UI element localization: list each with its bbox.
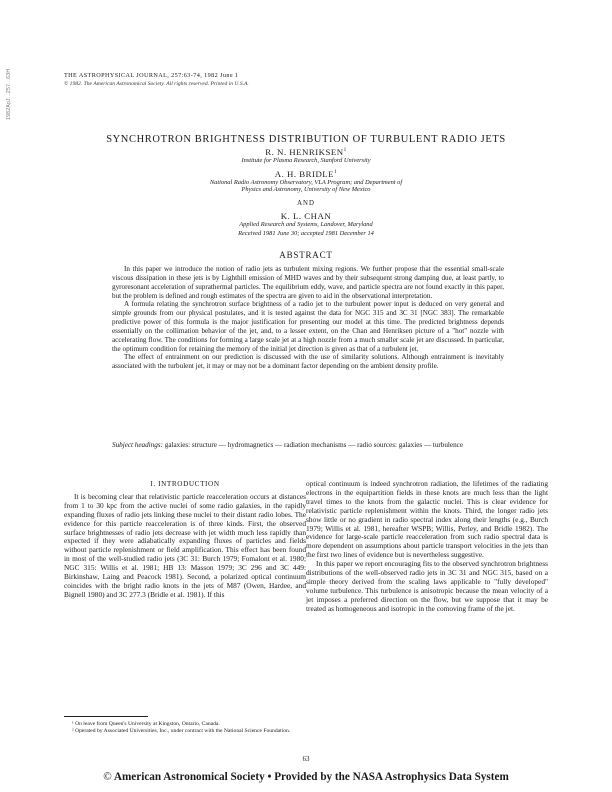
author-name-2: A. H. BRIDLE$^1$ [274,169,338,179]
paper-title: SYNCHROTRON BRIGHTNESS DISTRIBUTION OF TURBULENT RADIO JETS [106,134,506,145]
footnote-1: ¹ On leave from Queen's University at Kingston, Ontario, Canada. [72,721,220,727]
bibcode-stamp: 1982ApJ...257...63H [6,68,12,120]
journal-line: THE ASTROPHYSICAL JOURNAL, 257:63-74, 1982 June 1 [64,72,239,79]
body-paragraph: In this paper we report encouraging fits to the observed synchrotron brightness distributions of the well-observed radio jets in 3C 31 and NGC 315, based on a simple theory derived from the scaling laws applicable to "fully developed" volume turbulence. This turbulence is anisotropic because the mean velocity of a jet imposes a preferred direction on the flow, but we suppose that it may be treated as homogeneous and isotropic in the comoving frame of the jet. [306,559,548,613]
body-paragraph: It is becoming clear that relativistic particle reacceleration occurs at distances from 1 to 30 kpc from the active nuclei of some radio galaxies, in the rapidly expanding fluxes of radio jets linking these nuclei to their distant radio lobes. The evidence for this particle reacceleration is of three kinds. First, the observed surface brightnesses of radio jets decrease with jet width much less rapidly than expected if they were adiabatically expanding fluxes of particles and fields without particle replenishment or field amplification. This effect has been found in most of the well-studied radio jets (3C 31: Burch 1979; Fomalont et al. 1980; NGC 315: Willis et al. 1981; HB 13: Masson 1979; 3C 296 and 3C 449: Birkinshaw, Laing and Peacock 1981). Second, a polarized optical continuum coincides with the bright radio knots in the jets of M87 (Owen, Hardee, and Bignell 1980) and 3C 277.3 (Bridle et al. 1981). If this [64,491,306,599]
received-dates: Received 1981 June 30; accepted 1981 December 14 [238,230,374,237]
author-affiliation-1: Institute for Plasma Research, Stanford University [241,157,371,164]
footnote-rule [64,716,148,717]
footnote-2: ² Operated by Associated Universities, Inc., under contract with the National Science Foundation. [72,727,291,734]
copyright-symbol: © [103,771,112,783]
left-column [64,480,306,600]
ads-banner [0,771,612,783]
abstract-paragraph: In this paper we introduce the notion of radio jets as turbulent mixing regions. We further propose that the essential small-scale viscous dissipation in these jets is by Lighthill emission of MHD waves and by their subsequent strong damping due, at least partly, to gyroresonant acceleration of suprathermal particles. The equilibrium eddy, wave, and particle spectra are not found exactly in this paper, but the problem is defined and rough estimates of the spectra are given to aid in the observational interpretation. [112,265,504,300]
and-separator: AND [297,200,315,207]
body-paragraph: optical continuum is indeed synchrotron radiation, the lifetimes of the radiating electrons in the equipartition fields in these knots are much less than the light travel times to the knots from the galactic nuclei. This is clear evidence for relativistic particle replenishment within the knots. Third, the longer radio jets show little or no gradient in radio spectral index along their lengths (e.g., Burch 1979; Willis et al. 1981, hereafter WSPB; Willis, Perley, and Bridle 1982). The evidence for large-scale particle reacceleration from such radio spectral data is more dependent on assumptions about particle transport velocities in the jets than the first two lines of evidence but is nevertheless suggestive. [306,479,548,560]
author-name-1: R. N. HENRIKSEN$^1$ [265,147,347,157]
page-number: 63 [302,755,310,763]
right-column [306,480,548,614]
author-name-3: K. L. CHAN [280,211,332,221]
subject-headings-text: galaxies: structure — hydromagnetics — radiation mechanisms — radio sources: galaxies — turbulence [164,441,463,449]
subject-headings-label: Subject headings: [112,441,163,449]
banner-ads-link[interactable]: Provided by the NASA Astrophysics Data System [274,771,509,783]
subject-headings [112,441,504,450]
abstract-body [112,265,504,371]
banner-society: American Astronomical Society [113,771,265,783]
footnotes [64,721,306,735]
abstract-paragraph: The effect of entrainment on our prediction is discussed with the use of similarity solutions. Although entrainment is inevitably associated with the turbulent jet, it may or may not be a dominant factor depending on the ambient density profile. [112,353,504,371]
abstract-paragraph: A formula relating the synchrotron surface brightness of a radio jet to the turbulent power input is deduced on very general and simple grounds from our physical postulates, and it is tested against the data for NGC 315 and 3C 31 [NGC 383]. The remarkable predictive power of this formula is the major justification for presenting our model at this time. The predicted brightness depends essentially on the collimation behavior of the jet, and, to a lesser extent, on the Chan and Henriksen picture of a "hot" nozzle with accelerating flow. The conditions for forming a large scale jet at a high nozzle from a much smaller scale jet are discussed. In particular, the optimum condition for retaining the memory of the initial jet direction is given as that of a turbulent jet. [112,300,504,353]
abstract-heading: ABSTRACT [279,250,333,260]
section-heading: I. INTRODUCTION [150,480,220,488]
author-affiliation-2: National Radio Astronomy Observatory, VLA Program; and Department of Physics and Astronomy, University of New Mexico [209,179,403,194]
banner-separator: • [267,771,272,783]
author-affiliation-3: Applied Research and Systems, Landover, Maryland [239,221,373,228]
copyright-line: © 1982. The American Astronomical Society. All rights reserved. Printed in U.S.A. [64,81,249,87]
